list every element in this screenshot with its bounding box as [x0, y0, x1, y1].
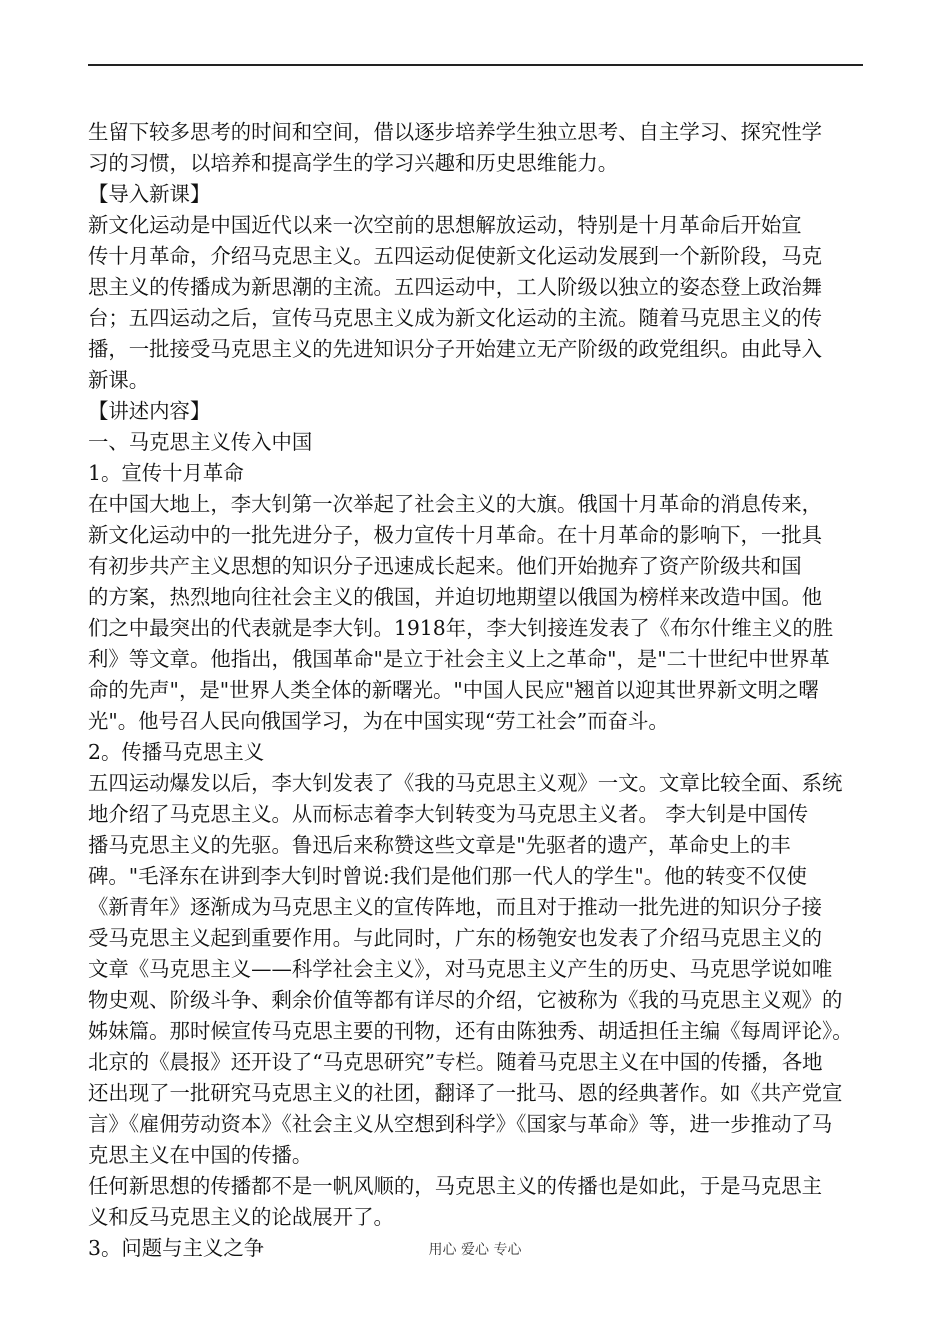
- text-line: 义和反马克思主义的论战展开了。: [88, 1205, 394, 1229]
- text-line: 还出现了一批研究马克思主义的社团，翻译了一批马、恩的经典著作。如《共产党宣: [88, 1081, 843, 1105]
- text-line: 新文化运动中的一批先进分子，极力宣传十月革命。在十月革命的影响下，一批具: [88, 523, 823, 547]
- text-line: 在中国大地上，李大钊第一次举起了社会主义的大旗。俄国十月革命的消息传来，: [88, 492, 823, 516]
- page-footer: 用心 爱心 专心: [428, 1242, 522, 1258]
- subsection-heading: 1。宣传十月革命: [88, 461, 244, 485]
- text-line: 新文化运动是中国近代以来一次空前的思想解放运动，特别是十月革命后开始宣: [88, 213, 802, 237]
- subsection-heading: 3。问题与主义之争: [88, 1236, 265, 1260]
- section-heading: 【讲述内容】: [88, 399, 211, 423]
- text-line: 们之中最突出的代表就是李大钊。1918年，李大钊接连发表了《布尔什维主义的胜: [88, 616, 834, 640]
- document-body: [88, 117, 863, 1264]
- text-line: 有初步共产主义思想的知识分子迅速成长起来。他们开始抛弃了资产阶级共和国: [88, 554, 802, 578]
- text-line: 克思主义在中国的传播。: [88, 1143, 313, 1167]
- text-line: 台；五四运动之后，宣传马克思主义成为新文化运动的主流。随着马克思主义的传: [88, 306, 823, 330]
- text-line: 地介绍了马克思主义。从而标志着李大钊转变为马克思主义者。 李大钊是中国传: [88, 802, 809, 826]
- text-line: 播马克思主义的先驱。鲁迅后来称赞这些文章是"先驱者的遗产，革命史上的丰: [88, 833, 791, 857]
- text-line: 思主义的传播成为新思潮的主流。五四运动中，工人阶级以独立的姿态登上政治舞: [88, 275, 823, 299]
- subsection-heading: 2。传播马克思主义: [88, 740, 265, 764]
- text-line: 任何新思想的传播都不是一帆风顺的，马克思主义的传播也是如此，于是马克思主: [88, 1174, 823, 1198]
- text-line: 言》《雇佣劳动资本》《社会主义从空想到科学》《国家与革命》等，进一步推动了马: [88, 1112, 833, 1136]
- text-line: 利》等文章。他指出，俄国革命"是立于社会主义上之革命"，是"二十世纪中世界革: [88, 647, 830, 671]
- text-line: 生留下较多思考的时间和空间，借以逐步培养学生独立思考、自主学习、探究性学: [88, 120, 823, 144]
- subsection-heading: 一、马克思主义传入中国: [88, 430, 313, 454]
- header-rule: [88, 64, 863, 66]
- section-heading: 【导入新课】: [88, 182, 211, 206]
- text-line: 播，一批接受马克思主义的先进知识分子开始建立无产阶级的政党组织。由此导入: [88, 337, 823, 361]
- text-line: 北京的《晨报》还开设了“马克思研究”专栏。随着马克思主义在中国的传播，各地: [88, 1050, 823, 1074]
- text-line: 物史观、阶级斗争、剩余价值等都有详尽的介绍，它被称为《我的马克思主义观》的: [88, 988, 843, 1012]
- text-line: 五四运动爆发以后，李大钊发表了《我的马克思主义观》一文。文章比较全面、系统: [88, 771, 843, 795]
- text-line: 命的先声"，是"世界人类全体的新曙光。"中国人民应"翘首以迎其世界新文明之曙: [88, 678, 819, 702]
- text-line: 姊妹篇。那时候宣传马克思主要的刊物，还有由陈独秀、胡适担任主编《每周评论》。: [88, 1019, 853, 1043]
- text-line: 光"。他号召人民向俄国学习，为在中国实现“劳工社会”而奋斗。: [88, 709, 669, 733]
- text-line: 传十月革命，介绍马克思主义。五四运动促使新文化运动发展到一个新阶段，马克: [88, 244, 823, 268]
- text-line: 的方案，热烈地向往社会主义的俄国，并迫切地期望以俄国为榜样来改造中国。他: [88, 585, 823, 609]
- text-line: 文章《马克思主义——科学社会主义》，对马克思主义产生的历史、马克思学说如唯: [88, 957, 833, 981]
- text-line: 《新青年》逐渐成为马克思主义的宣传阵地，而且对于推动一批先进的知识分子接: [88, 895, 823, 919]
- text-line: 习的习惯，以培养和提高学生的学习兴趣和历史思维能力。: [88, 151, 619, 175]
- text-line: 碑。"毛泽东在讲到李大钊时曾说:我们是他们那一代人的学生"。他的转变不仅使: [88, 864, 807, 888]
- text-line: 新课。: [88, 368, 150, 392]
- text-line: 受马克思主义起到重要作用。与此同时，广东的杨匏安也发表了介绍马克思主义的: [88, 926, 823, 950]
